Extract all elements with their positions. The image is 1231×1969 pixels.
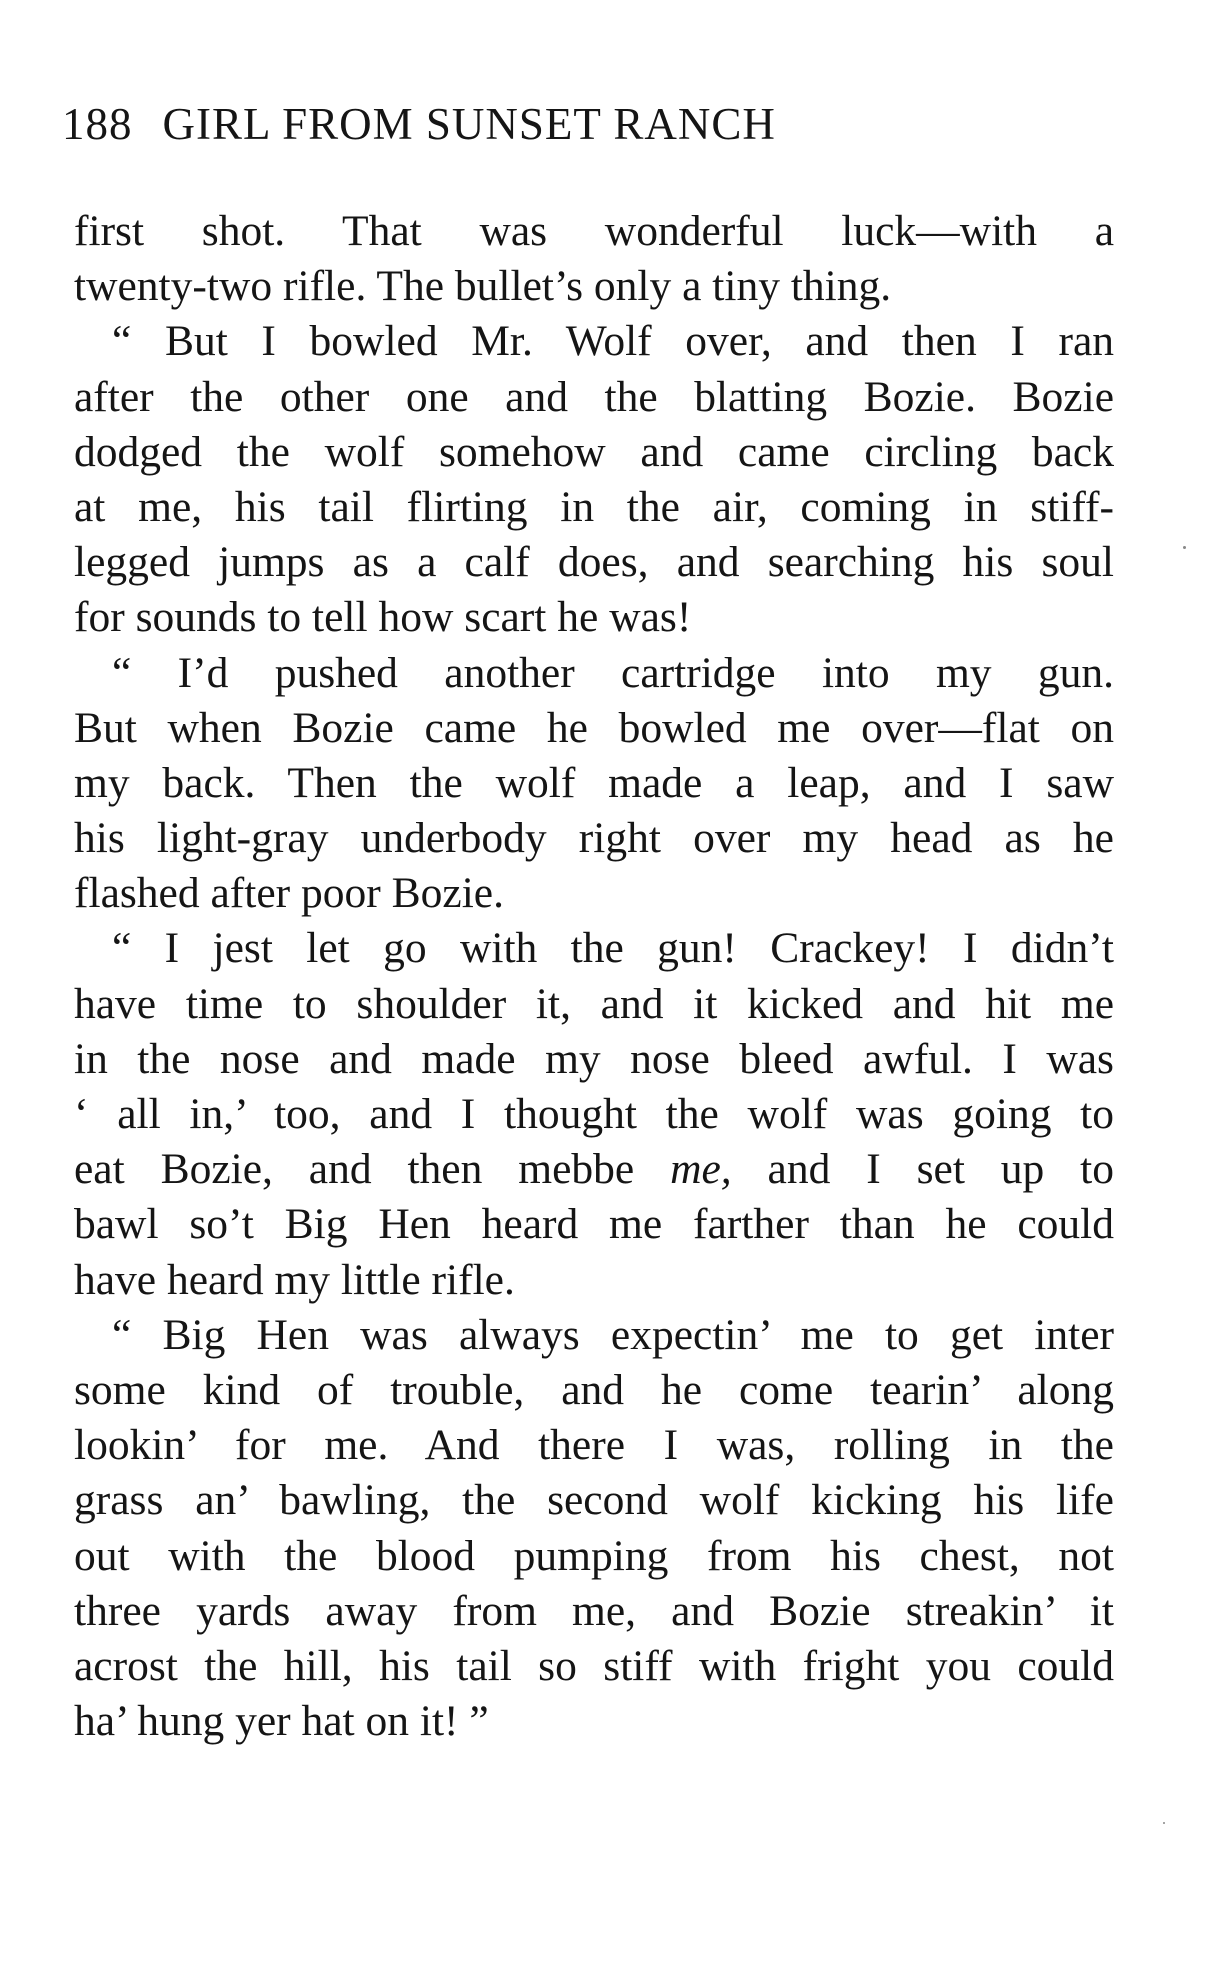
text-line [74, 1253, 1114, 1308]
text-line-content: grass an’ bawling, the second wolf kicking his life [74, 1476, 1114, 1525]
text-line [74, 977, 1114, 1032]
text-line [74, 314, 1114, 369]
running-header [62, 96, 776, 152]
text-line-content: my back. Then the wolf made a leap, and I saw [74, 758, 1114, 807]
text-line-content: “ But I bowled Mr. Wolf over, and then I ran [112, 317, 1114, 366]
text-line-content: for sounds to tell how scart he was! [74, 593, 692, 642]
text-line-content: legged jumps as a calf does, and searching his soul [74, 538, 1114, 587]
text-line [74, 1584, 1114, 1639]
text-line-content: ha’ hung yer hat on it! ” [74, 1697, 489, 1746]
text-line [74, 1308, 1114, 1363]
scan-speck [1163, 1822, 1165, 1824]
text-line [74, 701, 1114, 756]
text-line [74, 259, 1114, 314]
text-line [74, 590, 1114, 645]
text-line-content: lookin’ for me. And there I was, rolling in the [74, 1421, 1114, 1470]
text-line-content: have time to shoulder it, and it kicked and hit me [74, 979, 1114, 1028]
text-line-content: eat Bozie, and then mebbe [74, 1145, 671, 1194]
text-line [74, 480, 1114, 535]
body-text [74, 204, 1114, 1749]
running-title: GIRL FROM SUNSET RANCH [162, 99, 776, 149]
text-line-content: “ I jest let go with the gun! Crackey! I didn’t [112, 924, 1114, 973]
text-line [74, 811, 1114, 866]
text-line-content: acrost the hill, his tail so stiff with fright you could [74, 1641, 1114, 1690]
text-line-content: three yards away from me, and Bozie streakin’ it [74, 1586, 1114, 1635]
text-line-content: “ Big Hen was always expectin’ me to get inter [112, 1310, 1114, 1359]
text-line-content: have heard my little rifle. [74, 1255, 515, 1304]
italic-word: me, [670, 1145, 732, 1194]
text-line-continuation: and I set up to [731, 1145, 1114, 1194]
text-line-content: out with the blood pumping from his chest, not [74, 1531, 1114, 1580]
text-line [74, 425, 1114, 480]
text-line-content: after the other one and the blatting Bozie. Bozie [74, 372, 1114, 421]
text-line [74, 1363, 1114, 1418]
text-line [74, 1473, 1114, 1528]
text-line [74, 921, 1114, 976]
text-line-content: his light-gray underbody right over my head as he [74, 814, 1114, 863]
page-number: 188 [62, 99, 133, 149]
text-line [74, 1529, 1114, 1584]
text-line-content: ‘ all in,’ too, and I thought the wolf was going to [74, 1090, 1114, 1138]
text-line-content: bawl so’t Big Hen heard me farther than he could [74, 1200, 1114, 1249]
text-line-content: dodged the wolf somehow and came circling back [74, 427, 1114, 476]
text-line [74, 1694, 1114, 1749]
text-line [74, 1639, 1114, 1694]
text-line-content: first shot. That was wonderful luck—with a [74, 207, 1114, 255]
text-line [74, 646, 1114, 701]
text-line-content: some kind of trouble, and he come tearin’ along [74, 1365, 1114, 1414]
text-line-content: “ I’d pushed another cartridge into my gun. [112, 648, 1114, 697]
text-line [74, 1032, 1114, 1087]
scan-speck [1183, 546, 1186, 549]
text-line [74, 1197, 1114, 1252]
text-line-content: twenty-two rifle. The bullet’s only a tiny thing. [74, 262, 892, 311]
text-line [74, 1418, 1114, 1473]
text-line-content: But when Bozie came he bowled me over—flat on [74, 703, 1114, 752]
text-line-content: flashed after poor Bozie. [74, 869, 504, 918]
text-line [74, 535, 1114, 590]
text-line-content: at me, his tail flirting in the air, coming in stiff- [74, 482, 1114, 531]
text-line [74, 866, 1114, 921]
text-line [74, 1087, 1114, 1142]
text-line [74, 1142, 1114, 1197]
text-line [74, 370, 1114, 425]
text-line [74, 756, 1114, 811]
text-line [74, 204, 1114, 259]
text-line-content: in the nose and made my nose bleed awful. I was [74, 1034, 1114, 1083]
